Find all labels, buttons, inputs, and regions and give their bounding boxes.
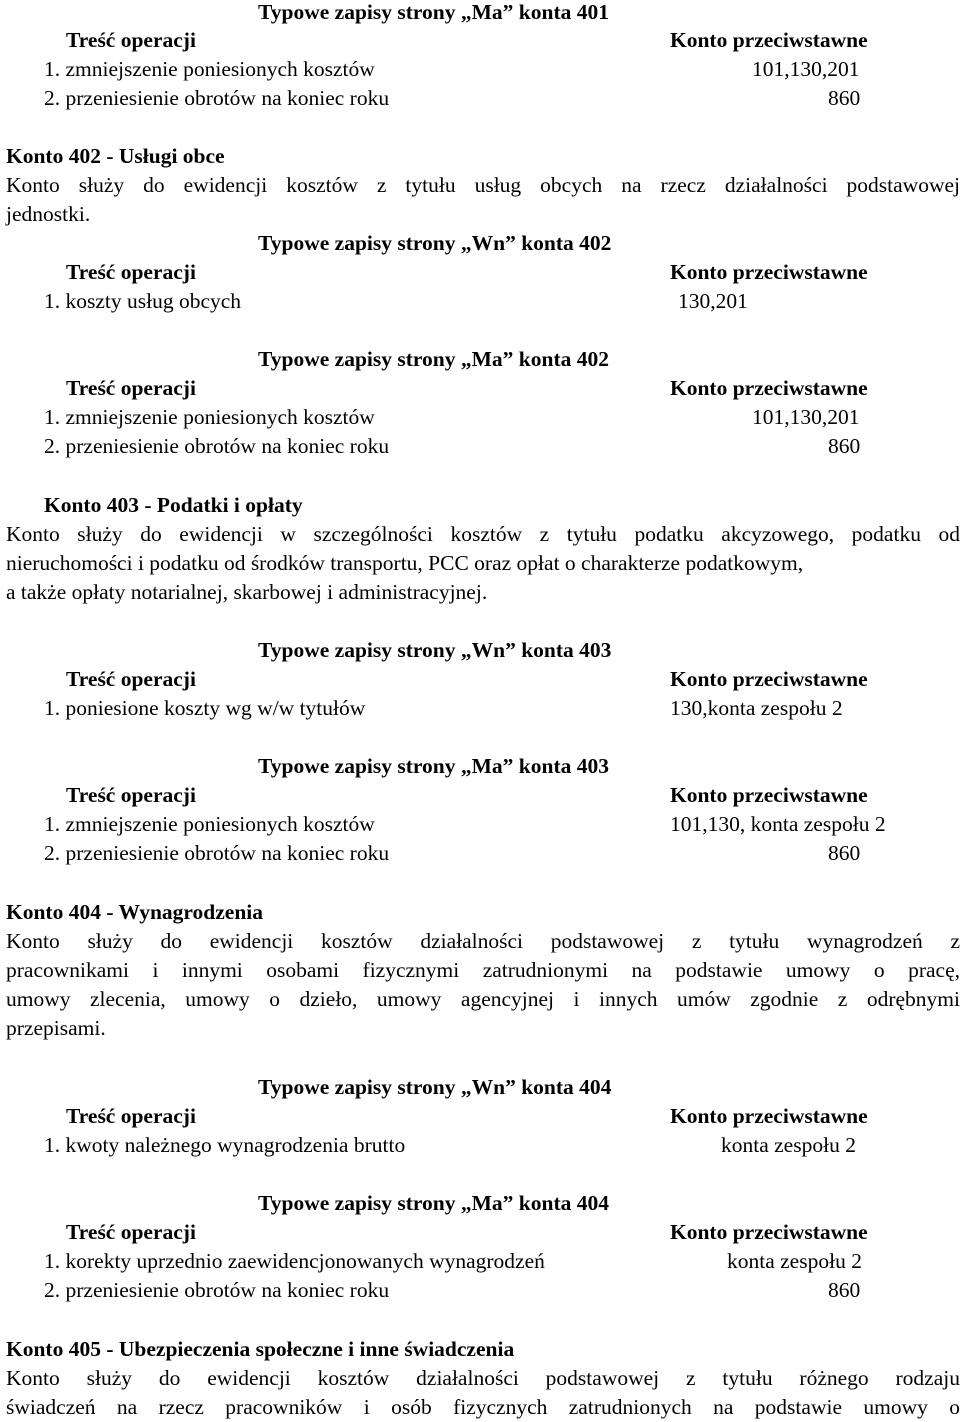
column-header-right: Konto przeciwstawne xyxy=(670,783,868,807)
column-header-left: Treść operacji xyxy=(66,260,196,284)
account-number: konta zespołu 2 xyxy=(721,1133,856,1157)
account-number: 860 xyxy=(828,841,861,865)
column-header-left: Treść operacji xyxy=(66,376,196,400)
account-title: Konto 404 - Wynagrodzenia xyxy=(6,900,264,924)
column-header-right: Konto przeciwstawne xyxy=(670,1220,868,1244)
operation-text: 1. kwoty należnego wynagrodzenia brutto xyxy=(44,1133,406,1157)
operation-text: 1. koszty usług obcych xyxy=(44,289,242,313)
description-line: jednostki. xyxy=(6,202,91,226)
account-number: konta zespołu 2 xyxy=(727,1249,862,1273)
description-line: Konto służy do ewidencji kosztów z tytułu usług obcych na rzecz działalności podstawowej xyxy=(6,173,960,197)
section-heading: Typowe zapisy strony „Wn” konta 404 xyxy=(258,1075,612,1099)
column-header-left: Treść operacji xyxy=(66,1220,196,1244)
column-header-right: Konto przeciwstawne xyxy=(670,28,868,52)
description-line: pracownikami i innymi osobami fizycznymi zatrudnionymi na podstawie umowy o pracę, xyxy=(6,958,960,982)
section-heading: Typowe zapisy strony „Ma” konta 404 xyxy=(258,1191,609,1215)
account-title: Konto 403 - Podatki i opłaty xyxy=(44,493,303,517)
section-heading: Typowe zapisy strony „Wn” konta 402 xyxy=(258,231,612,255)
operation-text: 1. korekty uprzednio zaewidencjonowanych wynagrodzeń xyxy=(44,1249,545,1273)
column-header-right: Konto przeciwstawne xyxy=(670,376,868,400)
operation-text: 1. zmniejszenie poniesionych kosztów xyxy=(44,57,375,81)
description-line: Konto służy do ewidencji w szczególności kosztów z tytułu podatku akcyzowego, podatku od xyxy=(6,522,960,546)
operation-text: 1. zmniejszenie poniesionych kosztów xyxy=(44,812,375,836)
operation-text: 2. przeniesienie obrotów na koniec roku xyxy=(44,841,390,865)
description-line: Konto służy do ewidencji kosztów działalności podstawowej z tytułu wynagrodzeń z xyxy=(6,929,960,953)
account-number: 101,130,201 xyxy=(752,405,860,429)
account-number: 101,130, konta zespołu 2 xyxy=(670,812,886,836)
operation-text: 1. poniesione koszty wg w/w tytułów xyxy=(44,696,366,720)
account-number: 130,konta zespołu 2 xyxy=(670,696,843,720)
description-line: Konto służy do ewidencji kosztów działalności podstawowej z tytułu różnego rodzaju xyxy=(6,1366,960,1390)
description-line: umowy zlecenia, umowy o dzieło, umowy agencyjnej i innych umów zgodnie z odrębnymi xyxy=(6,987,960,1011)
description-line: świadczeń na rzecz pracowników i osób fizycznych zatrudnionych na podstawie umowy o xyxy=(6,1395,960,1419)
section-heading: Typowe zapisy strony „Ma” konta 403 xyxy=(258,754,609,778)
operation-text: 2. przeniesienie obrotów na koniec roku xyxy=(44,1278,390,1302)
operation-text: 2. przeniesienie obrotów na koniec roku xyxy=(44,434,390,458)
account-number: 860 xyxy=(828,434,861,458)
operation-text: 1. zmniejszenie poniesionych kosztów xyxy=(44,405,375,429)
description-line: a także opłaty notarialnej, skarbowej i administracyjnej. xyxy=(6,580,488,604)
description-line: przepisami. xyxy=(6,1016,106,1040)
account-number: 860 xyxy=(828,86,861,110)
operation-text: 2. przeniesienie obrotów na koniec roku xyxy=(44,86,390,110)
column-header-right: Konto przeciwstawne xyxy=(670,1104,868,1128)
column-header-left: Treść operacji xyxy=(66,28,196,52)
account-number: 130,201 xyxy=(678,289,748,313)
section-heading: Typowe zapisy strony „Ma” konta 401 xyxy=(258,0,609,24)
description-line: nieruchomości i podatku od środków transportu, PCC oraz opłat o charakterze podatkowym, xyxy=(6,551,804,575)
column-header-left: Treść operacji xyxy=(66,1104,196,1128)
column-header-right: Konto przeciwstawne xyxy=(670,260,868,284)
column-header-right: Konto przeciwstawne xyxy=(670,667,868,691)
column-header-left: Treść operacji xyxy=(66,667,196,691)
account-number: 860 xyxy=(828,1278,861,1302)
account-title: Konto 405 - Ubezpieczenia społeczne i inne świadczenia xyxy=(6,1337,515,1361)
section-heading: Typowe zapisy strony „Wn” konta 403 xyxy=(258,638,612,662)
account-number: 101,130,201 xyxy=(752,57,860,81)
column-header-left: Treść operacji xyxy=(66,783,196,807)
section-heading: Typowe zapisy strony „Ma” konta 402 xyxy=(258,347,609,371)
account-title: Konto 402 - Usługi obce xyxy=(6,144,225,168)
